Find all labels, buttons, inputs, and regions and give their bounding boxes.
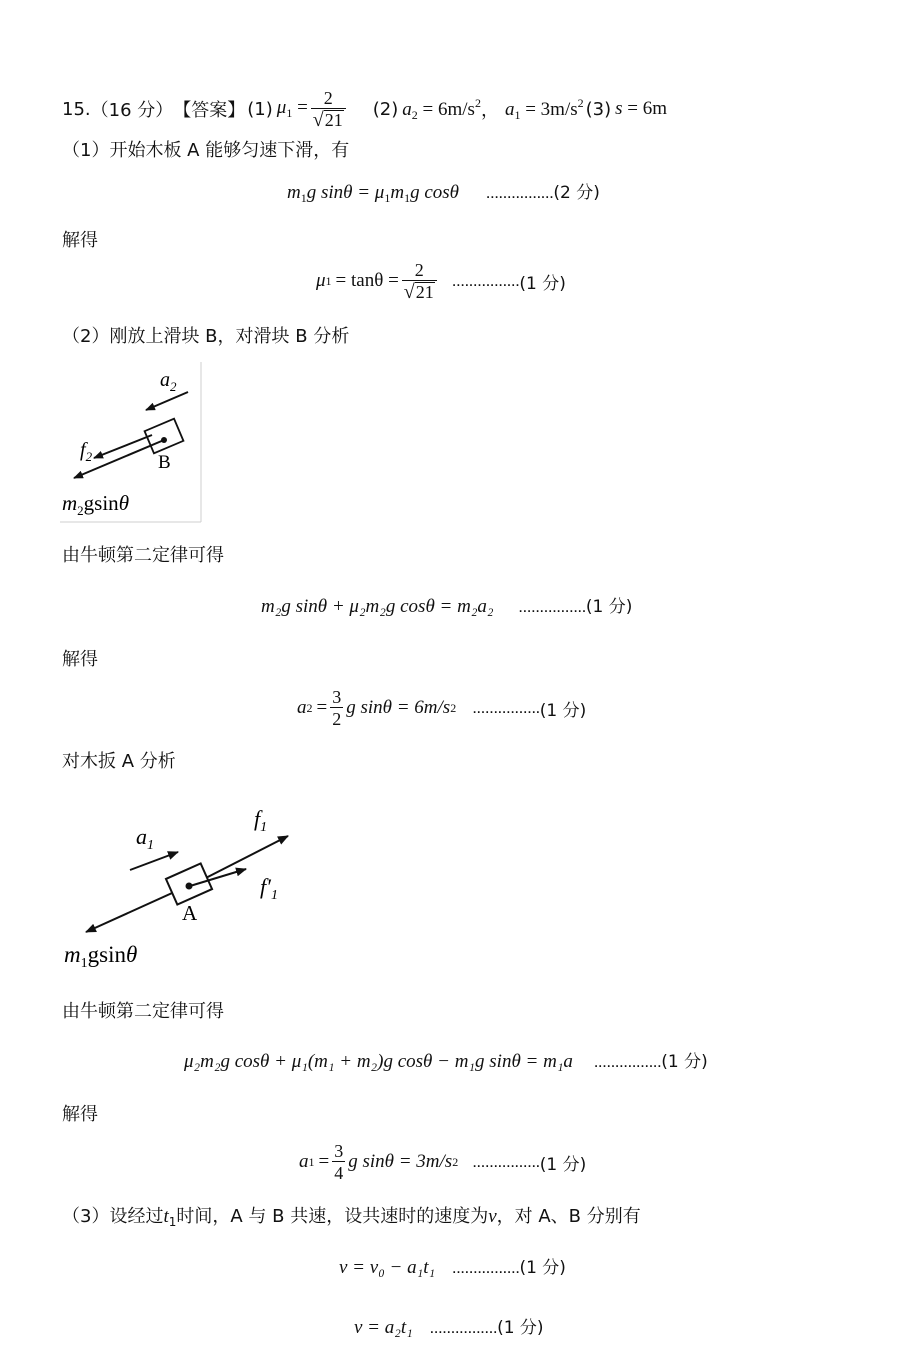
eq6-rest: g sinθ = 3m/s <box>348 1151 453 1172</box>
eq8-score: (1 分) <box>497 1318 544 1338</box>
eq1-score: (2 分) <box>553 183 600 203</box>
eq1-sub3: 1 <box>404 191 411 205</box>
equation-5 <box>184 1047 708 1073</box>
a2-subscript: 2 <box>411 107 418 122</box>
label-f2: $f_2$ <box>80 439 93 464</box>
equation-4: a 2 = $\frac{3}{2}$ g sinθ = 6m/s 2 ................ (1 分) <box>297 687 587 729</box>
a1-superscript: 2 <box>577 95 584 110</box>
center-dot <box>161 437 167 443</box>
eq7-dots: ................ <box>451 1258 520 1277</box>
header-comma: ， <box>480 100 499 121</box>
label-gravity-a: $m_1gsin\theta$ <box>64 942 138 971</box>
eq1-part-a: g sinθ = μ <box>306 182 385 203</box>
header-mu1 <box>277 97 308 121</box>
mu-symbol: μ <box>276 97 287 118</box>
label-a2: $a_2$ <box>160 369 177 394</box>
jiede-3: 解得 <box>62 1104 98 1125</box>
fraction-numerator: 2 <box>323 88 333 108</box>
q2-label: （2）刚放上滑块 B，对滑块 B 分析 <box>62 326 350 347</box>
equation-7 <box>339 1253 566 1279</box>
a1-value: = 3m/s <box>525 98 578 120</box>
eq1-part-c: g cosθ <box>410 182 460 203</box>
equation-8 <box>354 1313 544 1339</box>
eq1-sub1: 1 <box>300 191 307 205</box>
eq4-denominator: 2 <box>332 709 342 729</box>
eq5-text: μ₂m₂g cosθ + μ₁(m₁ + m₂)g cosθ − m₁g sinθ = m₁a <box>184 1051 573 1072</box>
q3-part3: ，对 A、B 分别有 <box>496 1206 641 1227</box>
eq7-score: (1 分) <box>519 1258 566 1278</box>
eq2-mu: μ <box>316 270 326 291</box>
center-dot-a <box>186 883 193 890</box>
eq6-denominator: 4 <box>334 1163 344 1183</box>
part1-label: (1) <box>247 98 273 120</box>
equation-3 <box>261 592 632 618</box>
header-a1 <box>505 96 584 123</box>
diagram-a <box>56 796 316 972</box>
jiede-1: 解得 <box>62 230 98 251</box>
eq6-score: (1 分) <box>539 1154 587 1175</box>
label-f1: $f_1$ <box>254 806 268 835</box>
q1-label: （1）开始木板 A 能够匀速下滑，有 <box>62 140 350 161</box>
a1-subscript: 1 <box>514 107 521 122</box>
label-f1-prime: $f'_1$ <box>260 874 278 903</box>
eq2-sub: 1 <box>325 273 332 288</box>
a2-value: = 6m/s <box>422 98 475 120</box>
equals-sign: = <box>297 97 308 118</box>
newton-law-1: 由牛顿第二定律可得 <box>62 545 224 566</box>
q3-t-sub: 1 <box>168 1215 177 1229</box>
eq4-a: a <box>297 697 307 718</box>
friction-arrow <box>94 435 152 458</box>
diagram-b <box>56 360 206 526</box>
jiede-2: 解得 <box>62 649 98 670</box>
eq4-dots: ................ <box>472 698 540 717</box>
q3-v: v <box>488 1206 497 1227</box>
eq3-dots: ................ <box>518 597 586 616</box>
eq6-dots: ................ <box>472 1152 540 1171</box>
eq1-part-b: m <box>390 182 405 203</box>
part2-label: (2) <box>372 98 399 120</box>
eq1-m: m <box>287 182 301 203</box>
a2-symbol: a <box>402 98 412 120</box>
q3-part1: （3）设经过 <box>62 1206 164 1227</box>
eq4-rest: g sinθ = 6m/s <box>346 697 451 718</box>
eq7-text: v = v₀ − a₁t₁ <box>339 1257 436 1278</box>
friction-f1-arrow <box>194 836 288 884</box>
eq2-score: (1 分) <box>519 273 566 294</box>
eq6-fraction <box>332 1141 345 1183</box>
eq8-dots: ................ <box>429 1318 498 1337</box>
equation-2 <box>316 256 566 306</box>
question-number: 15. <box>62 98 91 120</box>
mu-subscript: 1 <box>286 106 293 120</box>
eq2-denominator: 21 <box>415 282 434 302</box>
q3-t: t <box>163 1206 169 1227</box>
part3-label: (3) <box>585 98 612 120</box>
eq4-sub: 2 <box>306 700 313 715</box>
answer-header <box>62 88 668 131</box>
question-points: （16 分） <box>90 100 174 121</box>
eq2-mid: = tanθ = <box>335 270 399 291</box>
label-a: A <box>182 901 198 925</box>
header-s <box>615 98 667 120</box>
eq3-score: (1 分) <box>585 597 633 617</box>
eq6-numerator: 3 <box>334 1141 344 1161</box>
acceleration-arrow-a <box>130 852 178 870</box>
eq4-numerator: 3 <box>332 687 342 707</box>
board-a-analysis: 对木扳 A 分析 <box>62 751 176 772</box>
answer-tag: 【答案】 <box>173 100 246 121</box>
eq2-fraction: 2 √ 21 <box>402 260 437 302</box>
eq6-sup: 2 <box>452 1154 459 1169</box>
a2-superscript: 2 <box>474 95 481 110</box>
newton-law-2: 由牛顿第二定律可得 <box>62 1001 224 1022</box>
acceleration-arrow <box>146 392 188 410</box>
equation-1 <box>287 178 600 206</box>
header-fraction: 2 √ 21 <box>311 88 346 130</box>
fraction-denominator: 21 <box>324 110 343 130</box>
s-value: = 6m <box>627 98 668 119</box>
eq4-sup: 2 <box>450 700 457 715</box>
label-a1: $a_1$ <box>136 824 154 853</box>
q3-label <box>62 1202 641 1229</box>
header-a2 <box>402 96 481 123</box>
a1-symbol: a <box>504 98 515 120</box>
eq6-sub: 1 <box>308 1154 315 1169</box>
label-gravity-b: $m_2gsin\theta$ <box>62 491 130 518</box>
equation-6: a 1 = $\frac{3}{4}$ g sinθ = 3m/s 2 ................ (1 分) <box>299 1141 587 1183</box>
s-symbol: s <box>615 98 623 119</box>
eq1-sub2: 1 <box>384 191 391 205</box>
eq5-score: (1 分) <box>661 1052 708 1072</box>
eq8-text: v = a₂t₁ <box>354 1317 413 1338</box>
eq2-dots: ................ <box>451 271 520 290</box>
eq5-dots: ................ <box>593 1052 662 1071</box>
label-b: B <box>158 452 171 473</box>
eq2-numerator: 2 <box>414 260 424 280</box>
q3-part2: 时间，A 与 B 共速，设共速时的速度为 <box>176 1206 489 1227</box>
eq1-dots: ................ <box>485 183 554 202</box>
eq3-text: m₂g sinθ + μ₂m₂g cosθ = m₂a₂ <box>261 596 494 617</box>
eq4-fraction <box>330 687 343 729</box>
eq6-a: a <box>299 1151 309 1172</box>
eq4-score: (1 分) <box>539 700 587 721</box>
